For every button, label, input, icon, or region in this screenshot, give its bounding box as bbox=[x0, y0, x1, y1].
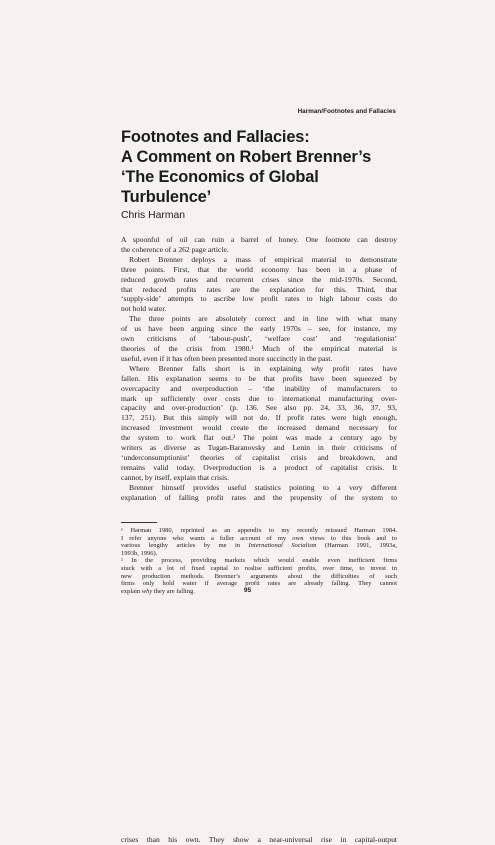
footnote-line: new production methods. Brenner’s arguments about the difficulties of such bbox=[121, 572, 397, 580]
body-line: not hold water. bbox=[121, 304, 167, 314]
body-line: capacity and over-production’ (p. 136. See also pp. 24, 33, 36, 37, 93, bbox=[121, 403, 397, 413]
body-line: mark up sufficiently over costs due to international manufacturing over- bbox=[121, 393, 397, 403]
body-line: Where Brenner falls short is in explaining why profit rates have bbox=[129, 363, 397, 373]
body-line: theories of the crisis from 1980.¹ Much of the empirical material is bbox=[121, 343, 397, 353]
footnote-line: ² In the process, providing markets which would enable even inefficient firms bbox=[121, 557, 397, 565]
body-line: the coherence of a 262 page article. bbox=[121, 244, 229, 254]
title-line: A Comment on Robert Brenner’s bbox=[121, 148, 372, 166]
body-line: writers as diverse as Tugan-Baranovsky and Lenin in their criticisms of bbox=[121, 443, 397, 453]
footnote-line: various lengthy articles by me in International Socialism (Harman 1991, 1993a, bbox=[121, 542, 397, 550]
author-name: Chris Harman bbox=[121, 210, 186, 221]
footnote-line: I refer anyone who wants a fuller account of my own views to this book and to bbox=[121, 534, 397, 542]
body-line: ‘underconsumptionist’ theories of capitalist crisis and breakdown, and bbox=[121, 452, 397, 462]
body-line: crises than his own. They show a near-universal rise in capital-output bbox=[121, 835, 397, 844]
body-line: the system to work flat out.² The point was made a century ago by bbox=[121, 433, 397, 443]
footnote-line: explain why they are falling. bbox=[121, 587, 195, 595]
body-line: useful, even if it has often been presented more succinctly in the past. bbox=[121, 353, 333, 363]
footnote-line: firms only hold water if average profit rates are already falling. They cannot bbox=[121, 580, 397, 588]
body-line: overcapacity and overproduction – ‘the inability of manufacturers to bbox=[121, 383, 397, 393]
body-line: own criticisms of ‘labour-push’, ‘welfare cost’ and ‘regulationist’ bbox=[121, 334, 397, 344]
body-line: Robert Brenner deploys a mass of empirical material to demonstrate bbox=[129, 254, 397, 264]
body-line: The three points are absolutely correct and in line with what many bbox=[129, 314, 397, 324]
footnotes bbox=[121, 527, 397, 595]
body-line: Brenner himself provides useful statistics pointing to a very different bbox=[129, 482, 397, 492]
title-line: ‘The Economics of Global bbox=[121, 168, 319, 186]
footnote-rule bbox=[121, 522, 157, 523]
page-number: 95 bbox=[243, 587, 252, 594]
body-line: three points. First, that the world economy has been in a phase of bbox=[121, 264, 397, 274]
running-head: Harman/Footnotes and Fallacies bbox=[297, 108, 396, 115]
body-line: A spoonful of oil can ruin a barrel of honey. One footnote can destroy bbox=[121, 235, 397, 244]
body-line: that reduced profits rates are the explanation for this. Third, that bbox=[121, 284, 397, 294]
body-line: fallen. His explanation seems to be that profits have been squeezed by bbox=[121, 373, 397, 383]
footnote-line: stuck with a lot of fixed capital to realise sufficient profits, over time, to invest in bbox=[121, 564, 397, 572]
body-line: of us have been arguing since the early 1970s – see, for instance, my bbox=[121, 324, 397, 334]
title-line: Turbulence’ bbox=[121, 188, 212, 206]
body-line: increased investment would create the increased demand necessary for bbox=[121, 423, 397, 433]
body-line: ‘supply-side’ attempts to ascribe low profit rates to high labour costs do bbox=[121, 294, 397, 304]
body-line: explanation of falling profit rates and the propensity of the system to bbox=[121, 492, 397, 502]
body-line: reduced growth rates and recurrent crises since the mid-1970s. Second, bbox=[121, 274, 397, 284]
title-line: Footnotes and Fallacies: bbox=[121, 128, 310, 146]
body-line: remains valid today. Overproduction is a product of capitalist crisis. It bbox=[121, 462, 397, 472]
footnote-line: ¹ Harman 1980, reprinted as an appendix to my recently reissued Harman 1984. bbox=[121, 527, 397, 534]
footnote-line: 1993b, 1996). bbox=[121, 549, 158, 557]
body-line: cannot, by itself, explain that crisis. bbox=[121, 472, 229, 482]
article-title bbox=[121, 127, 411, 207]
body-line: 137, 251). But this simply will not do. If profit rates were high enough, bbox=[121, 413, 397, 423]
